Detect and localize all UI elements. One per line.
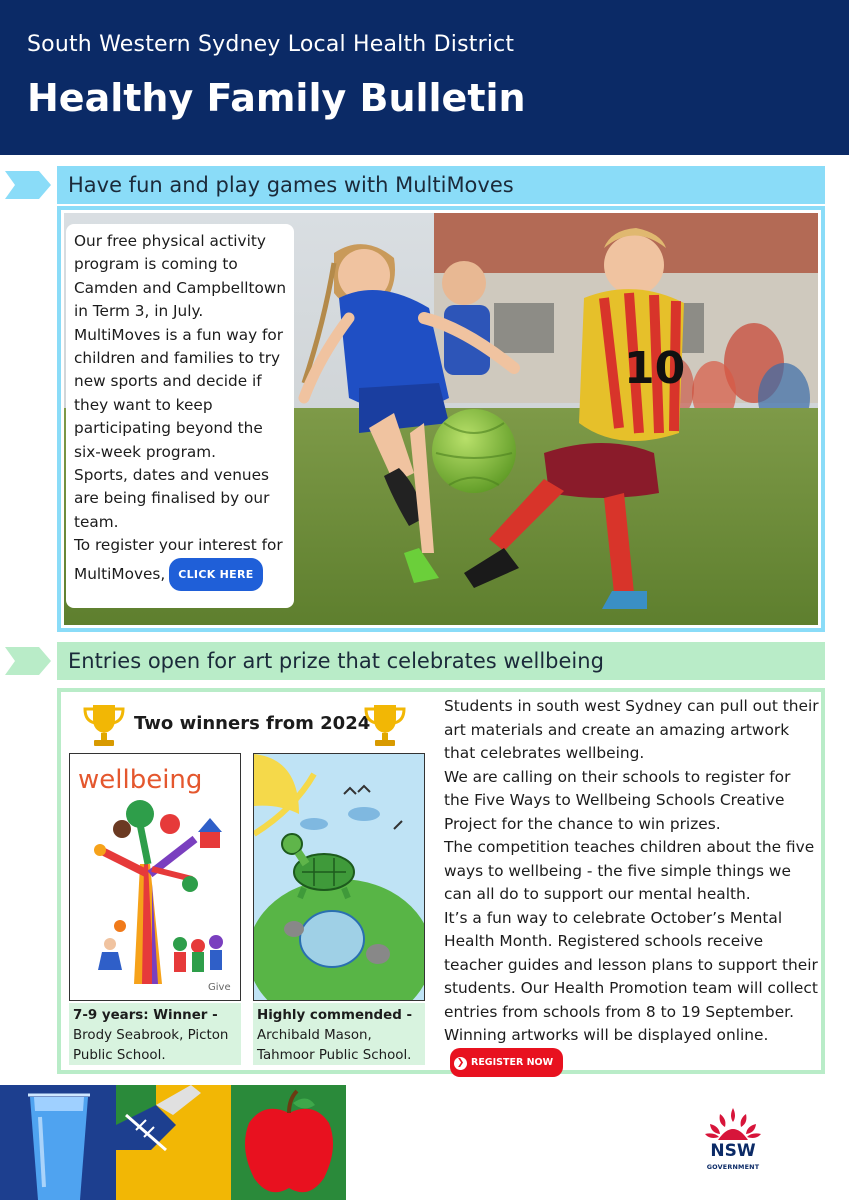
caption-text: Brody Seabrook, Picton Public School. [73, 1028, 229, 1063]
caption-heading: Highly commended - [257, 1008, 413, 1023]
multimoves-paragraph: MultiMoves is a fun way for children and families to try new sports and decide if they want to keep participating beyond the six-week program. [74, 325, 284, 461]
caption-heading: 7-9 years: Winner - [73, 1008, 218, 1023]
nsw-logo-text: NSW [710, 1141, 756, 1161]
art-prize-description [444, 695, 820, 1077]
trophy-icon [362, 701, 408, 749]
bulletin-title: Healthy Family Bulletin [27, 76, 526, 120]
jersey-number: 10 [624, 343, 686, 394]
chevron-right-icon [5, 647, 51, 675]
art-paragraph: It’s a fun way to celebrate October’s Mental Health Month. Registered schools receive teacher guides and lesson plans to support their students. Our Health Promotion team will collect entries from schools from 8 to 19 September. Winning artworks will be displayed online. [444, 908, 818, 1044]
multimoves-paragraph: Our free physical activity program is coming to Camden and Campbelltown in Term 3, in July. [74, 232, 287, 321]
apple-icon [231, 1085, 346, 1200]
water-glass-icon [0, 1085, 116, 1200]
trophy-icon [81, 701, 127, 749]
art-paragraph: Students in south west Sydney can pull out their art materials and create an amazing artwork that celebrates wellbeing. [444, 697, 819, 762]
nutrition-tile [231, 1085, 346, 1200]
register-interest-line [74, 534, 288, 591]
caption-text: Archibald Mason, Tahmoor Public School. [257, 1028, 412, 1063]
arrow-right-icon: ❯ [454, 1057, 467, 1070]
artwork-signature: Give [208, 982, 231, 993]
drawing-text: wellbeing [78, 765, 203, 795]
artwork-winner-caption [69, 1003, 241, 1065]
click-here-button[interactable]: CLICK HERE [169, 558, 262, 591]
register-interest-text: To register your interest for MultiMoves, [74, 536, 283, 583]
artwork-commended-caption [253, 1003, 425, 1065]
winners-title: Two winners from 2024 [134, 713, 371, 734]
chevron-right-icon [5, 171, 51, 199]
art-paragraph: We are calling on their schools to register for the Five Ways to Wellbeing Schools Creative Project for the chance to win prizes. [444, 767, 791, 833]
turtle-globe-drawing [254, 754, 425, 1001]
water-tile [0, 1085, 116, 1200]
art-paragraph: The competition teaches children about the five ways to wellbeing - the five simple things we can all do to support our mental health. [444, 838, 815, 903]
sneaker-icon [116, 1085, 231, 1200]
register-now-button[interactable] [450, 1048, 563, 1078]
section-heading-multimoves: Have fun and play games with MultiMoves [57, 166, 825, 204]
district-name: South Western Sydney Local Health District [27, 32, 515, 57]
artwork-commended [253, 753, 425, 1001]
wellbeing-tree-drawing [70, 754, 241, 1001]
section-heading-art-prize: Entries open for art prize that celebrates wellbeing [57, 642, 825, 680]
header-banner [0, 0, 849, 155]
multimoves-paragraph: Sports, dates and venues are being finalised by our team. [74, 466, 270, 531]
multimoves-info-card [66, 224, 294, 608]
activity-tile [116, 1085, 231, 1200]
nsw-logo-subtext: GOVERNMENT [706, 1163, 760, 1171]
art-paragraph-final [444, 907, 820, 1078]
artwork-winner [69, 753, 241, 1001]
register-now-label: REGISTER NOW [471, 1056, 554, 1068]
